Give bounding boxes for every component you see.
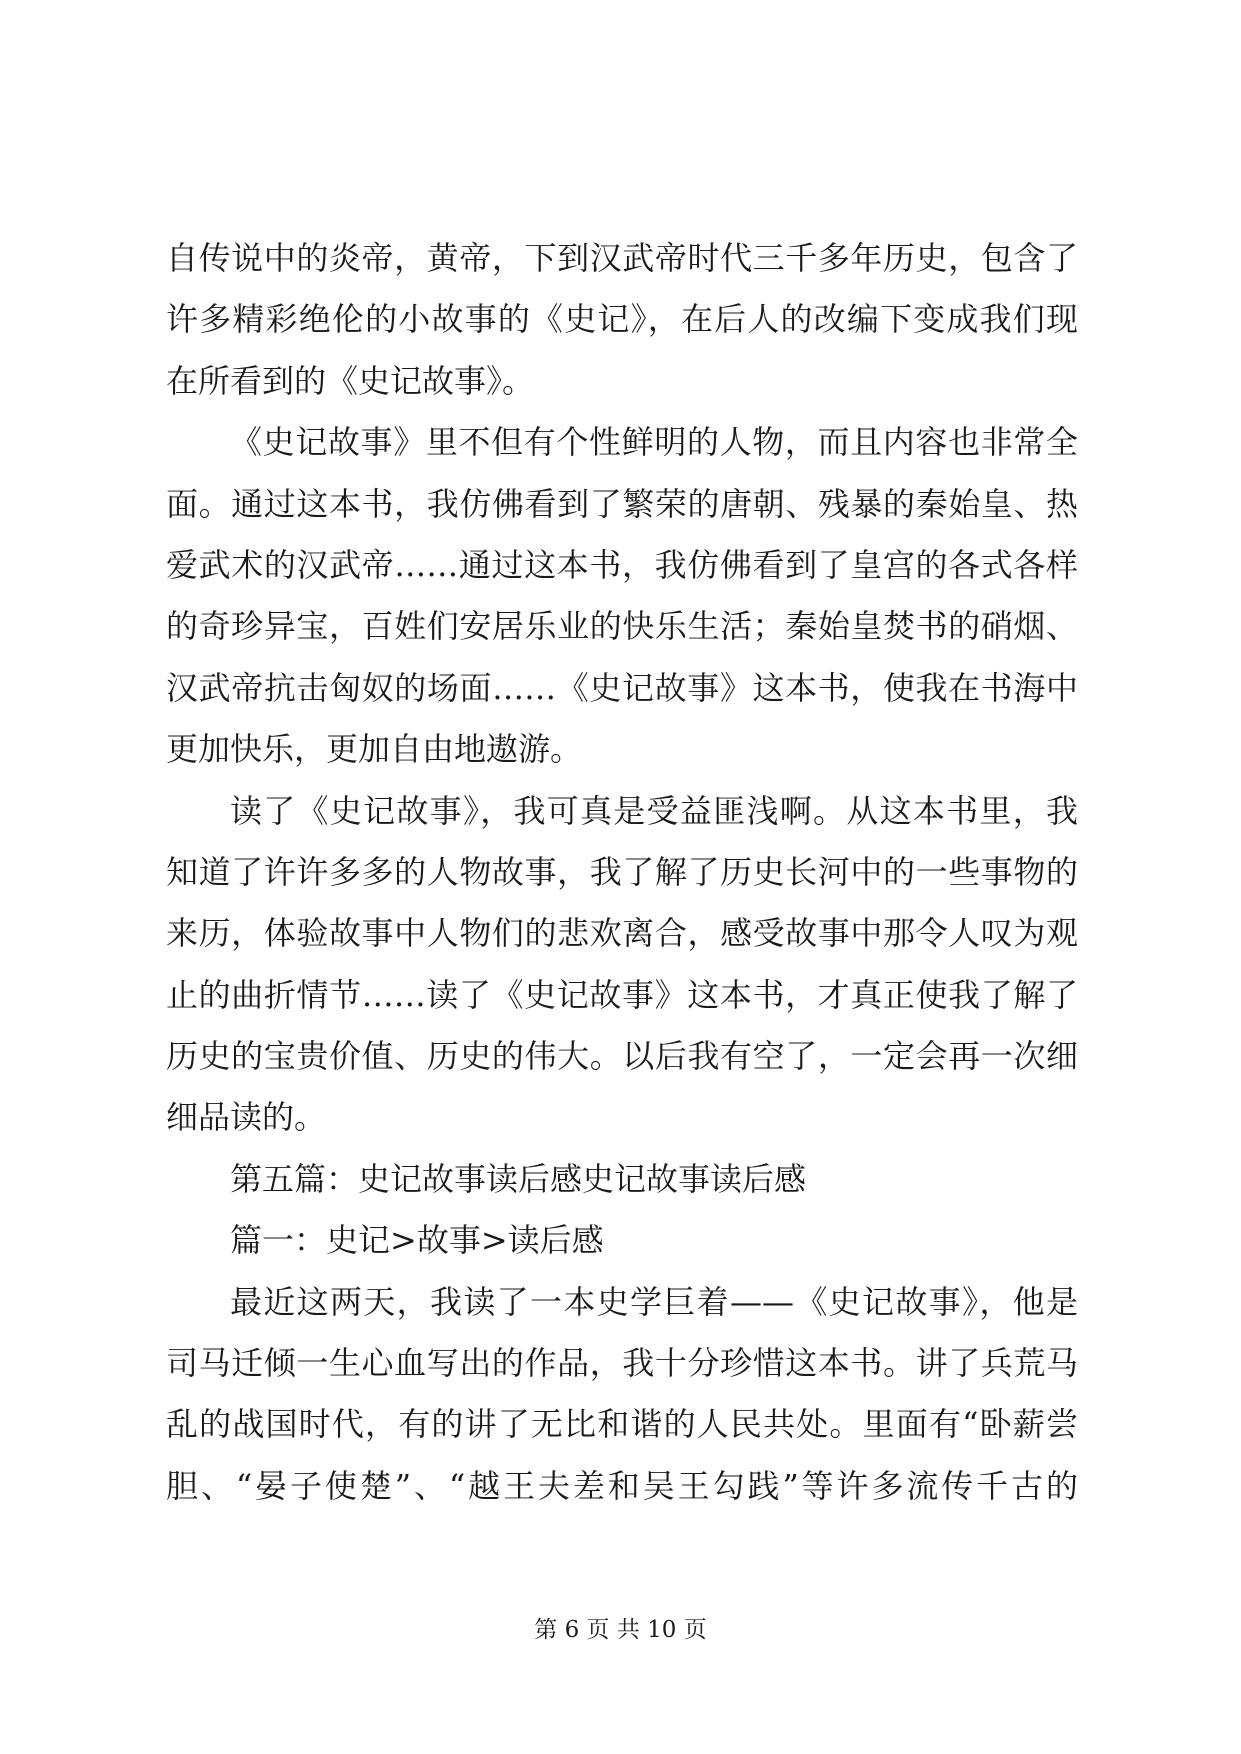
text-line: 《史记故事》里不但有个性鲜明的人物，而且内容也非常全 (230, 423, 1078, 462)
text-line: 爱武术的汉武帝……通过这本书，我仿佛看到了皇宫的各式各样 (166, 545, 1078, 584)
text-line: 汉武帝抗击匈奴的场面……《史记故事》这本书，使我在书海中 (166, 668, 1078, 707)
text-line: 胆、“晏子使楚”、“越王夫差和吴王勾践”等许多流传千古的 (166, 1466, 1078, 1505)
text-line: 细品读的。 (166, 1098, 327, 1137)
text-line: 乱的战国时代，有的讲了无比和谐的人民共处。里面有“卧薪尝 (166, 1405, 1078, 1444)
section-heading: 第五篇：史记故事读后感史记故事读后感 (230, 1159, 807, 1198)
page-number-footer: 第 6 页 共 10 页 (534, 1617, 707, 1643)
subsection-heading: 篇一：史记>故事>读后感 (230, 1221, 604, 1260)
text-line: 司马迁倾一生心血写出的作品，我十分珍惜这本书。讲了兵荒马 (166, 1344, 1078, 1383)
text-line: 更加快乐，更加自由地遨游。 (166, 730, 583, 769)
text-line: 面。通过这本书，我仿佛看到了繁荣的唐朝、残暴的秦始皇、热 (166, 484, 1078, 523)
body-text (166, 228, 1078, 1517)
text-line: 最近这两天，我读了一本史学巨着——《史记故事》，他是 (230, 1282, 1078, 1321)
text-line: 自传说中的炎帝，黄帝，下到汉武帝时代三千多年历史，包含了 (166, 239, 1078, 277)
text-line: 知道了许许多多的人物故事，我了解了历史长河中的一些事物的 (166, 852, 1078, 891)
text-line: 许多精彩绝伦的小故事的《史记》，在后人的改编下变成我们现 (166, 300, 1078, 339)
text-line: 历史的宝贵价值、历史的伟大。以后我有空了，一定会再一次细 (166, 1037, 1078, 1076)
text-line: 的奇珍异宝，百姓们安居乐业的快乐生活；秦始皇焚书的硝烟、 (166, 607, 1078, 646)
text-line: 止的曲折情节……读了《史记故事》这本书，才真正使我了解了 (166, 975, 1078, 1014)
text-line: 来历，体验故事中人物们的悲欢离合，感受故事中那令人叹为观 (166, 914, 1078, 953)
text-line: 在所看到的《史记故事》。 (166, 361, 535, 400)
text-line: 读了《史记故事》，我可真是受益匪浅啊。从这本书里，我 (230, 791, 1078, 830)
